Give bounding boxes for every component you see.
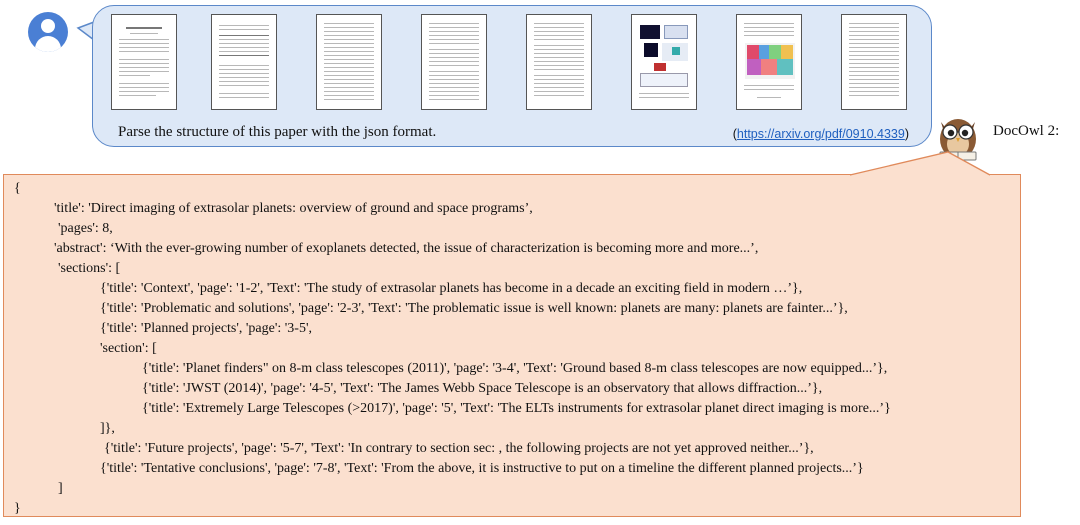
json-line: {'title': 'Planned projects', 'page': '3-5', [100,321,312,336]
json-line: ] [58,481,63,496]
paper-page-thumbnail[interactable] [316,14,382,110]
avatar-head [41,19,55,33]
user-avatar-icon [28,12,68,52]
source-citation [733,127,909,141]
avatar-torso [35,36,61,52]
json-line: {'title': 'Planet finders" on 8-m class telescopes (2011)', 'page': '3-4', 'Text': 'Ground based 8-m class telescopes are now equipped...’}, [142,361,888,376]
paper-page-thumbnail[interactable] [841,14,907,110]
json-line: { [14,181,21,196]
json-line: {'title': 'Context', 'page': '1-2', 'Text': 'The study of extrasolar planets has become in a decade an exciting field in modern …’}, [100,281,803,296]
paper-page-thumbnail[interactable] [211,14,277,110]
json-line: 'section': [ [100,341,157,356]
paper-page-thumbnail[interactable] [111,14,177,110]
source-open-paren: ( [732,127,737,141]
owl-avatar-icon [930,108,986,164]
paper-page-thumbnail[interactable] [736,14,802,110]
assistant-answer-box [3,174,1021,517]
paper-page-thumbnail[interactable] [421,14,487,110]
json-line: {'title': 'Future projects', 'page': '5-7', 'Text': 'In contrary to section sec: , the following projects are not yet approved neither...’}, [104,441,814,456]
json-line: } [14,501,21,516]
json-output [4,175,1020,516]
assistant-name: DocOwl 2: [993,123,1060,139]
source-close-paren: ) [904,127,909,141]
user-prompt-text: Parse the structure of this paper with the json format. [118,124,437,140]
json-line: 'title': 'Direct imaging of extrasolar planets: overview of ground and space programs’, [54,201,533,216]
user-message-bubble [92,5,932,147]
paper-page-thumbnail[interactable] [631,14,697,110]
json-line: 'pages': 8, [58,221,113,236]
paper-page-thumbnail[interactable] [526,14,592,110]
json-line: {'title': 'Problematic and solutions', 'page': '2-3', 'Text': 'The problematic issue is well known: planets are many: planets are fainter...’}, [100,301,848,316]
json-line: {'title': 'Extremely Large Telescopes (>2017)', 'page': '5', 'Text': 'The ELTs instruments for extrasolar planet direct imaging is more...’} [142,401,891,416]
json-line: {'title': 'Tentative conclusions', 'page': '7-8', 'Text': 'From the above, it is instructive to put on a timeline the different planned projects...’} [100,461,864,476]
json-line: {'title': 'JWST (2014)', 'page': '4-5', 'Text': 'The James Webb Space Telescope is an observatory that allows diffraction...’}, [142,381,823,396]
json-line: ]}, [100,421,115,436]
arxiv-link[interactable]: https://arxiv.org/pdf/0910.4339 [736,127,905,141]
json-line: 'abstract': ‘With the ever-growing number of exoplanets detected, the issue of characterization is becoming more and more...’, [54,241,759,256]
paper-thumbnails [111,14,919,114]
json-line: 'sections': [ [58,261,121,276]
